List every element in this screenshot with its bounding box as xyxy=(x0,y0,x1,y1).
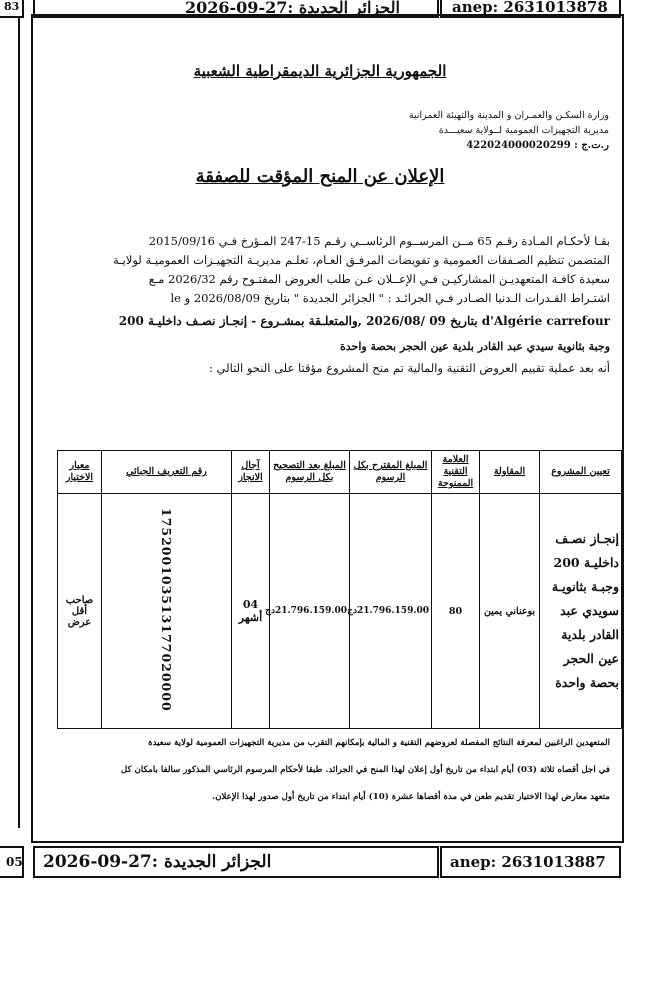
directorate-line: مديرية التجهيزات العمومية لــولاية سعيـــدة xyxy=(438,125,609,136)
fiscal-id: ر.ت.ج : 422024000020299 xyxy=(466,140,609,151)
footer-anep-box xyxy=(440,846,621,878)
body-line-5: d'Algérie carrefour بتاريخ 09 /2026/08 ,والمتعلـقة بمشـروع - إنجـاز نصـف داخليـة 200 xyxy=(118,314,610,328)
cell-duration: 04 أشهر xyxy=(232,494,270,729)
notice-title: الإعلان عن المنح المؤقت للصفقة xyxy=(195,166,445,187)
body-line-3: سعيدة كافـة المتعهديـن المشاركيـن فـي الإعــلان عـن طلب العروض المفتـوح رقم 2026/32 مـع xyxy=(148,272,610,286)
col-duration: آجال الانجاز xyxy=(232,451,270,494)
header-stub-left xyxy=(0,0,24,18)
footer-anep-code: anep: 2631013887 xyxy=(450,853,606,871)
col-tech-score: العلامة التقنية الممنوحة xyxy=(432,451,480,494)
closing-line-3: متعهد معارض لهذا الاختيار تقديم طعن في مدة أقصاها عشرة (10) أيام ابتداء من تاريخ أول صدور لهذا الإعلان. xyxy=(212,792,610,802)
closing-line-1: المتعهدين الراغبين لمعرفة النتائج المفصلة لعروضهم التقنية و المالية بإمكانهم التقرب من مديرية التجهيزات العمومية لولاية سعيدة xyxy=(148,738,610,748)
neighbour-notice-edge xyxy=(0,18,20,828)
header-date-label: 2026-09-27: الجزائر الجديدة xyxy=(185,0,400,17)
col-criterion: معيار الاختيار xyxy=(58,451,102,494)
table-row xyxy=(58,494,622,729)
intro-line: أنه بعد عملية تقييم العروض التقنية والمالية تم منح المشروع مؤقتا على النحو التالي : xyxy=(208,361,610,375)
closing-line-2: في اجل أقصاه ثلاثة (03) أيام ابتداء من تاريخ أول إعلان لهذا المنح في الجرائد. طبقا لأحكام المرسوم الرئاسي المذكور سالفا بامكان كل xyxy=(120,765,610,775)
header-anep-code: anep: 2631013878 xyxy=(452,0,608,16)
col-contractor: المقاولة xyxy=(480,451,540,494)
table-header-row xyxy=(58,451,622,494)
body-line-4: اشتـراط القـدرات الـدنيا الصـادر فـي الجرائـد : " الجزائر الجديدة " بتاريخ 2026/08/09 و le xyxy=(170,291,610,305)
header-stub-text: 83 xyxy=(4,0,20,13)
cell-criterion: صاحب أقل عرض xyxy=(58,494,102,729)
col-tax-id: رقم التعريف الجبائي xyxy=(102,451,232,494)
cell-proposed-amount: 21.796.159.00دج xyxy=(350,494,432,729)
footer-stub-text: 05 xyxy=(6,855,23,869)
cell-tech-score: 80 xyxy=(432,494,480,729)
project-line: وجبة بثانوية سيدي عبد القادر بلدية عين الحجر بحصة واحدة xyxy=(339,340,610,353)
cell-project: إنجـاز نصـف داخليـة 200 وجبـة بثانويـة سويدي عبد القادر بلدية عين الحجر بحصة واحدة xyxy=(540,494,622,729)
tax-id-value: 175200103513177020000 xyxy=(159,507,174,712)
footer-date-label: 2026-09-27: الجزائر الجديدة xyxy=(43,852,272,872)
award-table xyxy=(57,450,622,729)
footer-stub-left xyxy=(0,846,24,878)
col-project: تعيين المشروع xyxy=(540,451,622,494)
republic-heading: الجمهورية الجزائرية الديمقراطية الشعبية xyxy=(193,62,447,80)
ministry-line: وزارة السكـن والعمـران و المدينة والتهيئة العمرانية xyxy=(408,110,609,121)
cell-tax-id xyxy=(102,494,232,729)
body-line-1: بقـا لأحكـام المـادة رقـم 65 مــن المرســوم الرئاســي رقـم 15-247 المـؤرخ فـي 2015/09/16 xyxy=(148,234,610,248)
col-proposed-amount: المبلغ المقترح بكل الرسوم xyxy=(350,451,432,494)
col-corrected-amount: المبلغ بعد التصحيح بكل الرسوم xyxy=(270,451,350,494)
cell-contractor: بوعناني يمين xyxy=(480,494,540,729)
body-line-2: المتضمن تنظيم الصـفقات العمومية و تفويضات المرفـق العـام، تعلـم مديريـة التجهيـزات العموميـة لولايـة xyxy=(113,253,610,267)
footer-date-box xyxy=(33,846,439,878)
cell-corrected-amount: 21.796.159.00دج xyxy=(270,494,350,729)
